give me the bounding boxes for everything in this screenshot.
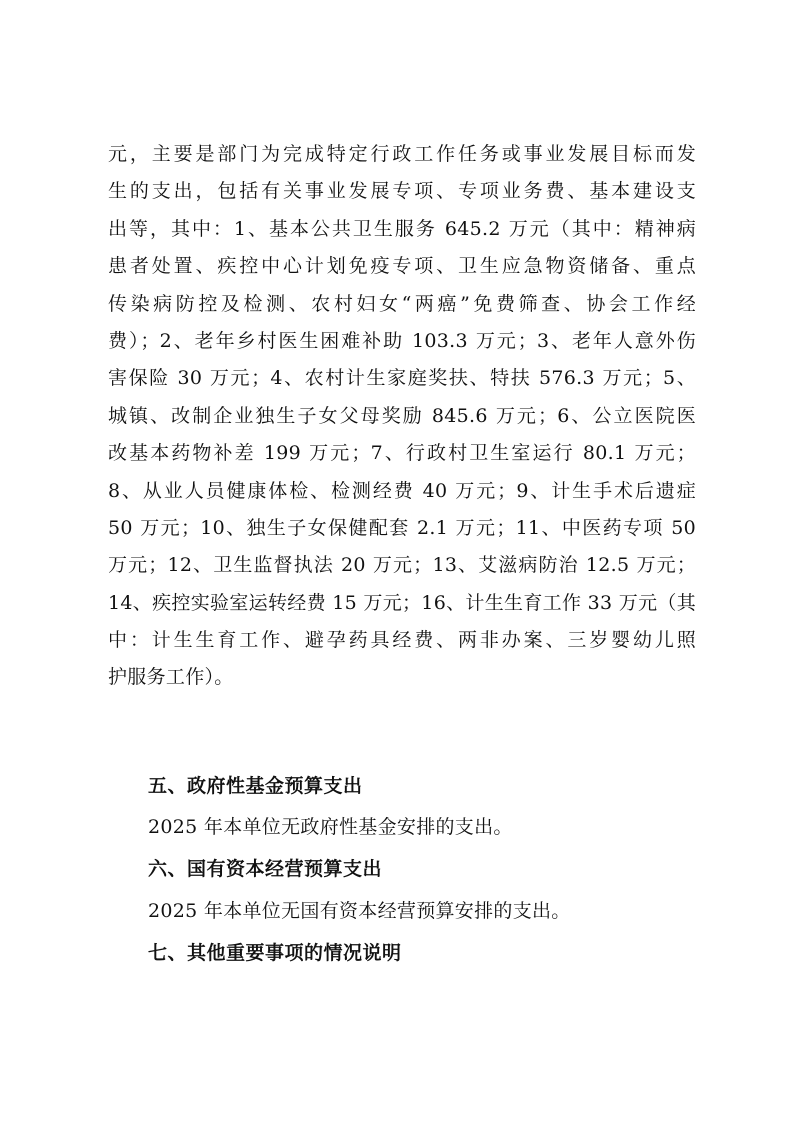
paragraph-line: 万元；12、卫生监督执法 20 万元；13、艾滋病防治 12.5 万元；: [108, 554, 696, 577]
paragraph-line: 改基本药物补差 199 万元；7、行政村卫生室运行 80.1 万元；: [108, 442, 696, 465]
paragraph-line: 14、疾控实验室运转经费 15 万元；16、计生生育工作 33 万元（其: [108, 591, 696, 614]
paragraph-line: 生的支出，包括有关事业发展专项、专项业务费、基本建设支: [108, 180, 696, 203]
paragraph-line: 8、从业人员健康体检、检测经费 40 万元；9、计生手术后遗症: [108, 479, 696, 502]
project-expenditure-paragraph: [108, 136, 696, 697]
paragraph-line: 传染病防控及检测、农村妇女“两癌”免费筛查、协会工作经: [108, 292, 696, 315]
section-heading-government-fund: 五、政府性基金预算支出: [148, 775, 363, 797]
paragraph-line: 害保险 30 万元；4、农村计生家庭奖扶、特扶 576.3 万元；5、: [108, 367, 696, 390]
section-heading-other-matters: 七、其他重要事项的情况说明: [148, 942, 402, 964]
paragraph-line: 患者处置、疾控中心计划免疫专项、卫生应急物资储备、重点: [108, 255, 696, 278]
paragraph-line: 中：计生生育工作、避孕药具经费、两非办案、三岁婴幼儿照: [108, 629, 696, 652]
paragraph-line: 50 万元；10、独生子女保健配套 2.1 万元；11、中医药专项 50: [108, 516, 696, 539]
paragraph-line: 出等，其中：1、基本公共卫生服务 645.2 万元（其中：精神病: [108, 217, 696, 240]
section-text-government-fund: 2025 年本单位无政府性基金安排的支出。: [148, 816, 513, 838]
section-heading-state-capital: 六、国有资本经营预算支出: [148, 858, 383, 880]
paragraph-line: 元，主要是部门为完成特定行政工作任务或事业发展目标而发: [108, 143, 696, 165]
section-text-state-capital: 2025 年本单位无国有资本经营预算安排的支出。: [148, 900, 571, 922]
paragraph-line: 护服务工作）。: [108, 666, 234, 689]
paragraph-line: 费）；2、老年乡村医生困难补助 103.3 万元；3、老年人意外伤: [108, 329, 696, 352]
paragraph-line: 城镇、改制企业独生子女父母奖励 845.6 万元；6、公立医院医: [108, 404, 696, 427]
